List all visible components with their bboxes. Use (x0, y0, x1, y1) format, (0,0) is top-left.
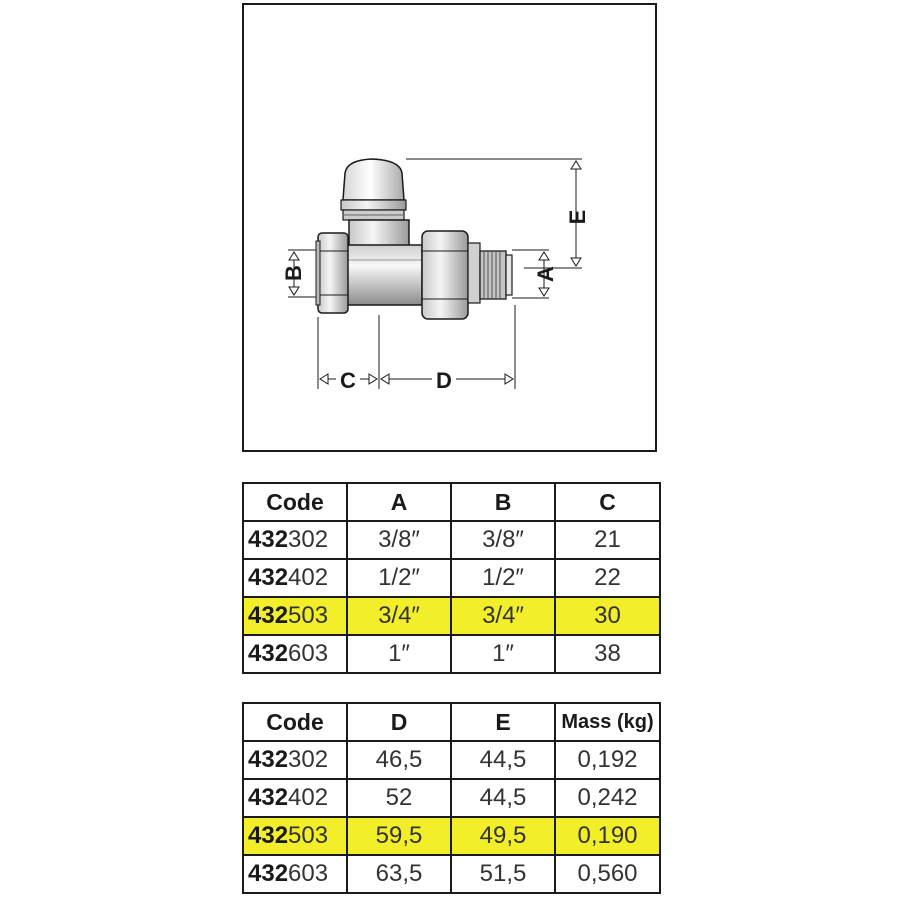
code-prefix: 432 (248, 860, 289, 887)
value-d: 46,5 (347, 741, 451, 779)
code-suffix: 503 (288, 602, 329, 629)
table-row-highlighted (243, 597, 660, 635)
value-d: 63,5 (347, 855, 451, 893)
valve-cap (341, 159, 406, 220)
table-row (243, 521, 660, 559)
valve-drawing-frame (242, 3, 657, 452)
value-c: 30 (555, 597, 660, 635)
code-suffix: 402 (288, 784, 329, 811)
code-suffix: 302 (288, 526, 329, 553)
header-c: C (555, 483, 660, 521)
table-row (243, 779, 660, 817)
code-prefix: 432 (248, 822, 289, 849)
code-cell (243, 597, 347, 635)
right-union-nut (422, 231, 480, 319)
dimensions-table-de-mass (242, 702, 661, 894)
value-a: 3/8″ (347, 521, 451, 559)
value-d: 59,5 (347, 817, 451, 855)
value-a: 1″ (347, 635, 451, 673)
dimension-d-label: D (436, 368, 452, 393)
table-header-row (243, 483, 660, 521)
code-cell (243, 635, 347, 673)
header-b: B (451, 483, 555, 521)
code-prefix: 432 (248, 784, 289, 811)
value-mass: 0,242 (555, 779, 660, 817)
value-a: 3/4″ (347, 597, 451, 635)
table-row (243, 635, 660, 673)
value-e: 44,5 (451, 741, 555, 779)
code-suffix: 503 (288, 822, 329, 849)
code-prefix: 432 (248, 746, 289, 773)
code-suffix: 302 (288, 746, 329, 773)
header-d: D (347, 703, 451, 741)
code-suffix: 603 (288, 860, 329, 887)
table-row (243, 855, 660, 893)
dimensions-table-abc (242, 482, 661, 674)
code-cell (243, 817, 347, 855)
code-prefix: 432 (248, 564, 289, 591)
value-mass: 0,560 (555, 855, 660, 893)
header-mass: Mass (kg) (555, 703, 660, 741)
header-e: E (451, 703, 555, 741)
table-row (243, 559, 660, 597)
dimension-c-label: C (340, 368, 356, 393)
table-row-highlighted (243, 817, 660, 855)
dimension-e-label: E (565, 209, 590, 225)
header-a: A (347, 483, 451, 521)
valve-technical-drawing (244, 5, 655, 450)
table-row (243, 741, 660, 779)
value-e: 44,5 (451, 779, 555, 817)
value-c: 22 (555, 559, 660, 597)
dimension-a-label: A (533, 266, 558, 282)
code-cell (243, 779, 347, 817)
value-c: 21 (555, 521, 660, 559)
value-a: 1/2″ (347, 559, 451, 597)
code-cell (243, 521, 347, 559)
code-prefix: 432 (248, 640, 289, 667)
code-suffix: 402 (288, 564, 329, 591)
code-suffix: 603 (288, 640, 329, 667)
value-b: 1/2″ (451, 559, 555, 597)
code-cell (243, 559, 347, 597)
code-prefix: 432 (248, 602, 289, 629)
dimension-b-label: B (281, 265, 306, 281)
header-code: Code (243, 483, 347, 521)
value-e: 51,5 (451, 855, 555, 893)
table-header-row (243, 703, 660, 741)
valve-body (344, 220, 422, 305)
code-cell (243, 855, 347, 893)
header-code: Code (243, 703, 347, 741)
value-c: 38 (555, 635, 660, 673)
code-cell (243, 741, 347, 779)
value-mass: 0,190 (555, 817, 660, 855)
value-b: 1″ (451, 635, 555, 673)
threaded-tail (480, 251, 512, 299)
value-mass: 0,192 (555, 741, 660, 779)
value-b: 3/4″ (451, 597, 555, 635)
value-d: 52 (347, 779, 451, 817)
value-b: 3/8″ (451, 521, 555, 559)
code-prefix: 432 (248, 526, 289, 553)
left-union-nut (316, 233, 348, 313)
value-e: 49,5 (451, 817, 555, 855)
